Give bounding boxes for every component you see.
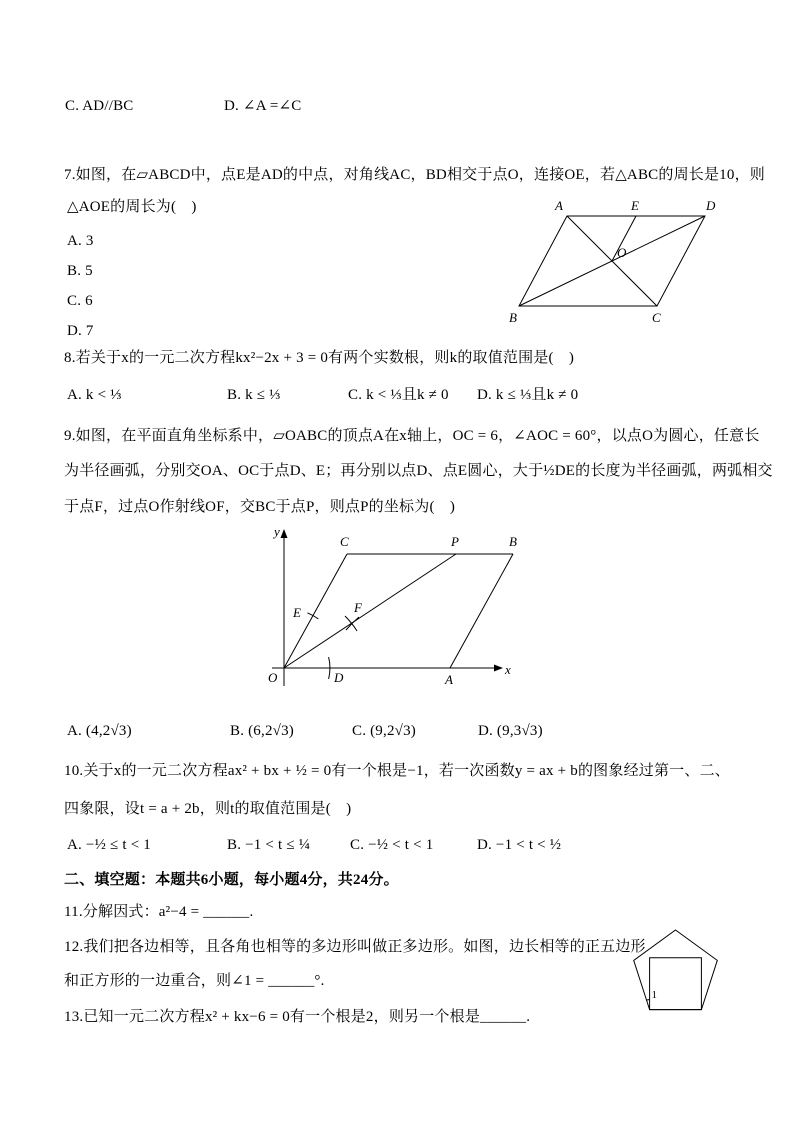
q10-text-line1: 10.关于x的一元二次方程ax² + bx + ½ = 0有一个根是−1，若一次函数y = ax + b的图象经过第一、二、 [64, 763, 730, 779]
q10-option-c: C. −½ < t < 1 [350, 837, 434, 853]
q12-pentagon-square-diagram [628, 926, 724, 1026]
q9-label-y: y [274, 524, 280, 539]
q7-label-a: A [555, 198, 563, 213]
q7-option-a: A. 3 [67, 233, 94, 249]
q9-text-line2: 为半径画弧，分别交OA、OC于点D、E；再分别以点D、点E圆心，大于½DE的长度为半径画弧，两弧相交 [64, 463, 773, 479]
q9-option-c: C. (9,2√3) [352, 723, 416, 739]
q10-option-a: A. −½ ≤ t < 1 [67, 837, 152, 853]
parallelogram-outline [519, 216, 705, 306]
q12-text-line1: 12.我们把各边相等，且各角也相等的多边形叫做正多边形。如图，边长相等的正五边形 [64, 939, 646, 955]
axes [272, 529, 503, 686]
q7-label-c: C [652, 310, 661, 325]
q10-text-line2: 四象限，设t = a + 2b，则t的取值范围是( ) [64, 801, 352, 817]
q10-option-d: D. −1 < t < ½ [477, 837, 562, 853]
parallelogram-oabc [284, 554, 513, 668]
q8-option-b: B. k ≤ ⅓ [227, 387, 281, 403]
q7-label-o: O [617, 245, 627, 260]
q9-label-b: B [509, 534, 517, 549]
q7-label-d: D [706, 198, 716, 213]
q13-text: 13.已知一元二次方程x² + kx−6 = 0有一个根是2，则另一个根是______. [64, 1009, 531, 1025]
q7-label-e: E [631, 198, 639, 213]
q9-label-o: O [268, 670, 278, 685]
q9-label-p: P [451, 534, 459, 549]
q7-text-line1: 7.如图，在▱ABCD中，点E是AD的中点，对角线AC，BD相交于点O，连接OE，若△ABC的周长是10，则 [64, 167, 765, 183]
q9-text-line3: 于点F，过点O作射线OF，交BC于点P，则点P的坐标为( ) [64, 499, 456, 515]
q10-option-b: B. −1 < t ≤ ¼ [227, 837, 311, 853]
prev-option-d: D. ∠A =∠C [224, 98, 302, 114]
q9-option-a: A. (4,2√3) [67, 723, 132, 739]
prev-option-c: C. AD//BC [65, 98, 134, 114]
angle-mark [647, 1000, 650, 1001]
q8-option-d: D. k ≤ ⅓且k ≠ 0 [477, 387, 579, 403]
q7-text-line2: △AOE的周长为( ) [67, 199, 197, 215]
pentagon-outline [634, 930, 718, 1010]
q9-label-e: E [293, 605, 301, 620]
section2-heading: 二、填空题：本题共6小题，每小题4分，共24分。 [64, 872, 399, 888]
q9-option-d: D. (9,3√3) [478, 723, 543, 739]
square-outline [650, 958, 702, 1010]
q11-text: 11.分解因式：a²−4 = ______. [64, 904, 254, 920]
q8-option-c: C. k < ⅓且k ≠ 0 [348, 387, 449, 403]
q7-option-d: D. 7 [67, 323, 94, 339]
q9-option-b: B. (6,2√3) [230, 723, 294, 739]
q12-text-line2: 和正方形的一边重合，则∠1 = ______°. [64, 973, 325, 989]
q8-text: 8.若关于x的一元二次方程kx²−2x + 3 = 0有两个实数根，则k的取值范围是( ) [64, 350, 575, 366]
q8-option-a: A. k < ⅓ [67, 387, 122, 403]
q9-coordinate-diagram [222, 524, 522, 696]
q7-label-b: B [509, 310, 517, 325]
q7-parallelogram-diagram [505, 196, 720, 330]
ray-of [284, 554, 456, 668]
q9-label-x: x [505, 662, 511, 677]
q7-option-c: C. 6 [67, 293, 93, 309]
q9-text-line1: 9.如图，在平面直角坐标系中，▱OABC的顶点A在x轴上，OC = 6，∠AOC = 60°，以点O为圆心，任意长 [64, 428, 760, 444]
q7-option-b: B. 5 [67, 263, 93, 279]
q9-label-c: C [340, 534, 349, 549]
q12-angle1-label: 1 [651, 989, 657, 1001]
q9-label-f: F [354, 600, 362, 615]
q9-label-d: D [334, 670, 344, 685]
q9-label-a: A [445, 672, 453, 687]
